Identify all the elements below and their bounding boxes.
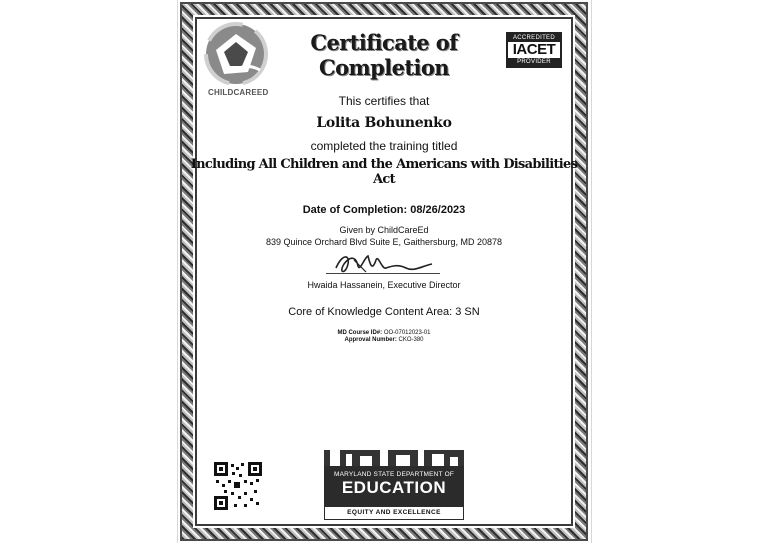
childcareed-brand-text: CHILDCAREED [208,88,269,97]
given-by-text: Given by ChildCareEd [339,225,429,235]
certificate-page [178,0,590,543]
provider-address: 839 Quince Orchard Blvd Suite E, Gaithersburg, MD 20878 [265,237,503,247]
msde-subtitle: MARYLAND STATE DEPARTMENT OF [333,471,455,478]
page-edge-right [591,0,592,543]
signature-line [326,273,440,274]
certificate-title: Certificate of Completion [310,30,458,80]
iacet-badge-name: IACET [512,41,556,58]
msde-logo-body [324,466,464,506]
iacet-badge-top: ACCREDITED [508,34,560,42]
msde-flag-pattern [324,450,464,466]
qr-code-icon [214,462,262,510]
course-id-value: OO-07012023-01 [383,330,431,336]
approval-value: CKO-380 [398,337,424,343]
msde-tagline: EQUITY AND EXCELLENCE [324,506,464,520]
director-name: Hwaida Hassanein, Executive Director [307,280,461,290]
iacet-badge-bottom: PROVIDER [508,58,560,66]
recipient-name: Lolita Bohunenko [316,115,452,131]
completion-date: Date of Completion: 08/26/2023 [302,204,466,216]
core-knowledge-area: Core of Knowledge Content Area: 3 SN [288,306,480,318]
msde-logo-icon [324,450,464,520]
course-id-row [178,330,590,336]
viewer-background-left [0,0,176,543]
msde-education-title: EDUCATION [341,478,447,497]
viewer-background-right [592,0,768,543]
course-id-label: MD Course ID#: [337,330,383,336]
approval-label: Approval Number: [344,337,397,343]
iacet-badge-icon [506,32,562,68]
completed-text: completed the training titled [310,139,458,153]
course-title: Including All Children and the Americans with Disabilities Act [190,157,578,187]
certifies-text: This certifies that [338,94,430,108]
approval-row [178,337,590,343]
